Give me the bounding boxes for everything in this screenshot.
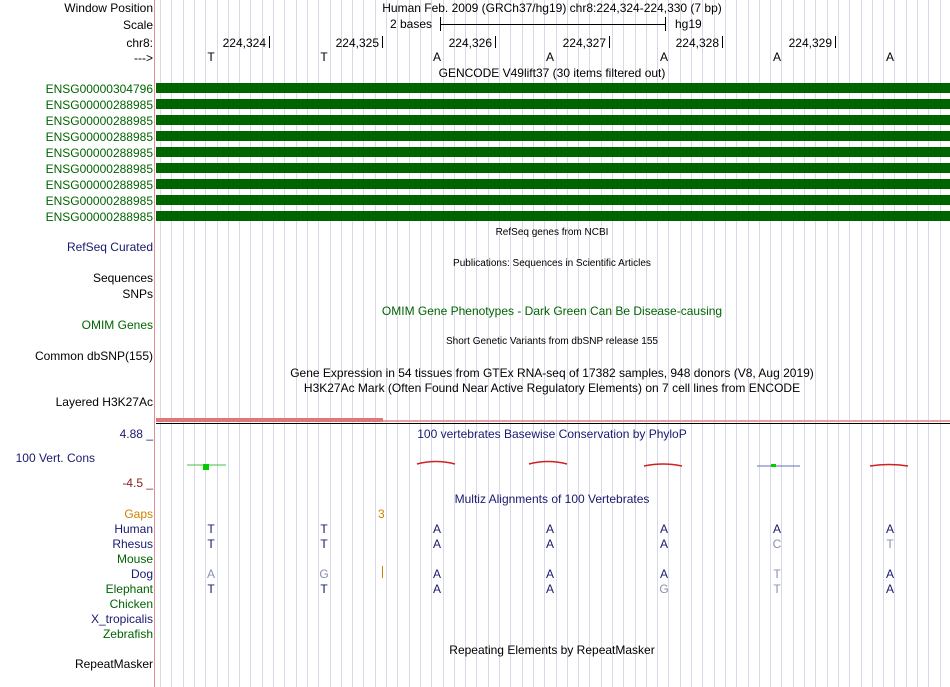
gencode-gene-label[interactable]: ENSG00000288985 [45,194,153,208]
alignment-base: A [885,567,895,581]
alignment-base: T [320,582,328,596]
species-label[interactable]: Dog [130,567,153,581]
coordinate-label: 224,324 [222,36,266,50]
ruler-base: T [207,50,215,64]
alignment-base: T [886,537,894,551]
h3k27-title[interactable]: H3K27Ac Mark (Often Found Near Active Regulatory Elements) on 7 cell lines from ENCODE [303,381,801,395]
dbsnp-label[interactable]: Common dbSNP(155) [34,349,153,363]
alignment-base: A [206,567,216,581]
window-position-value: Human Feb. 2009 (GRCh37/hg19) chr8:224,324-224,330 (7 bp) [382,1,722,15]
snps-label[interactable]: SNPs [122,287,153,301]
phylop-graph [0,455,950,475]
h3k27-signal [156,418,950,422]
coordinate-label: 224,329 [788,36,832,50]
phylop-min: -4.5 _ [122,476,153,490]
alignment-base: A [432,537,442,551]
gencode-gene-label[interactable]: ENSG00000304796 [45,82,153,96]
coordinate-label: 224,325 [335,36,379,50]
h3k27-label[interactable]: Layered H3K27Ac [55,395,153,409]
alignment-base: A [545,537,555,551]
ruler-base: A [432,50,442,64]
gencode-gene-label[interactable]: ENSG00000288985 [45,98,153,112]
window-position-label: Window Position [64,1,153,15]
coordinate-tick [382,36,383,48]
gencode-gene-feature[interactable] [156,163,950,173]
coordinate-tick [269,36,270,48]
gencode-gene-feature[interactable] [156,115,950,125]
scale-assembly: hg19 [675,17,702,31]
phylop-label[interactable]: 100 Vert. Cons [15,451,95,465]
gencode-title[interactable]: GENCODE V49lift37 (30 items filtered out) [438,66,666,80]
alignment-base: T [207,522,215,536]
alignment-base: A [659,567,669,581]
coordinate-tick [835,36,836,48]
gencode-gene-feature[interactable] [156,83,950,93]
omim-label[interactable]: OMIM Genes [81,318,153,332]
species-label[interactable]: Chicken [109,597,153,611]
alignment-base: A [885,582,895,596]
refseq-title[interactable]: RefSeq genes from NCBI [495,227,609,238]
gencode-gene-label[interactable]: ENSG00000288985 [45,146,153,160]
refseq-label[interactable]: RefSeq Curated [66,240,153,254]
ruler-base: A [772,50,782,64]
alignment-base: A [545,567,555,581]
alignment-base: A [885,522,895,536]
species-label[interactable]: X_tropicalis [90,612,153,626]
phylop-title[interactable]: 100 vertebrates Basewise Conservation by PhyloP [417,427,687,441]
gencode-gene-feature[interactable] [156,195,950,205]
ruler-base: A [885,50,895,64]
phylop-max: 4.88 _ [119,427,153,441]
alignment-base: A [545,522,555,536]
gaps-value: 3 [378,507,385,521]
alignment-base: A [432,582,442,596]
alignment-base: T [773,582,781,596]
coordinate-label: 224,327 [562,36,606,50]
alignment-base: T [207,537,215,551]
gencode-gene-label[interactable]: ENSG00000288985 [45,178,153,192]
repeat-label[interactable]: RepeatMasker [74,657,153,671]
omim-title[interactable]: OMIM Gene Phenotypes - Dark Green Can Be Disease-causing [381,304,723,318]
gencode-gene-feature[interactable] [156,99,950,109]
gencode-gene-label[interactable]: ENSG00000288985 [45,114,153,128]
coordinate-label: 224,328 [675,36,719,50]
label-divider [154,0,155,687]
scale-label: Scale [122,18,153,32]
gaps-label[interactable]: Gaps [124,507,153,521]
alignment-base: G [659,582,669,596]
gencode-gene-feature[interactable] [156,131,950,141]
species-label[interactable]: Human [114,522,153,536]
alignment-base: G [319,567,329,581]
alignment-base: A [659,537,669,551]
alignment-base: A [432,522,442,536]
species-label[interactable]: Zebrafish [102,627,153,641]
ruler-base: A [545,50,555,64]
coordinate-tick [609,36,610,48]
gtex-title[interactable]: Gene Expression in 54 tissues from GTEx RNA-seq of 17382 samples, 948 donors (V8, Aug 2019) [290,366,814,380]
species-label[interactable]: Elephant [105,582,153,596]
dbsnp-title[interactable]: Short Genetic Variants from dbSNP release 155 [446,336,658,347]
chrom-label: chr8: [126,36,153,50]
gencode-gene-label[interactable]: ENSG00000288985 [45,130,153,144]
coordinate-label: 224,326 [448,36,492,50]
ruler-base: A [659,50,669,64]
alignment-base: T [773,567,781,581]
scale-bar [440,17,666,31]
multiz-title[interactable]: Multiz Alignments of 100 Vertebrates [454,492,650,506]
alignment-base: A [772,522,782,536]
gencode-gene-feature[interactable] [156,179,950,189]
strand-label: ---> [134,51,153,65]
gencode-gene-feature[interactable] [156,147,950,157]
alignment-base: C [772,537,782,551]
repeat-title[interactable]: Repeating Elements by RepeatMasker [449,643,655,657]
track-separator [156,423,950,424]
scale-value: 2 bases [390,17,433,31]
species-label[interactable]: Rhesus [112,537,153,551]
coordinate-tick [495,36,496,48]
sequences-label[interactable]: Sequences [92,271,153,285]
species-label[interactable]: Mouse [116,552,153,566]
publications-title[interactable]: Publications: Sequences in Scientific Articles [453,258,651,269]
alignment-base: A [432,567,442,581]
gencode-gene-label[interactable]: ENSG00000288985 [45,162,153,176]
gencode-gene-label[interactable]: ENSG00000288985 [45,210,153,224]
alignment-base: T [320,537,328,551]
gap-marker [382,566,383,578]
alignment-base: T [207,582,215,596]
alignment-base: T [320,522,328,536]
coordinate-tick [722,36,723,48]
alignment-base: A [545,582,555,596]
gencode-gene-feature[interactable] [156,211,950,221]
alignment-base: A [659,522,669,536]
ruler-base: T [320,50,328,64]
